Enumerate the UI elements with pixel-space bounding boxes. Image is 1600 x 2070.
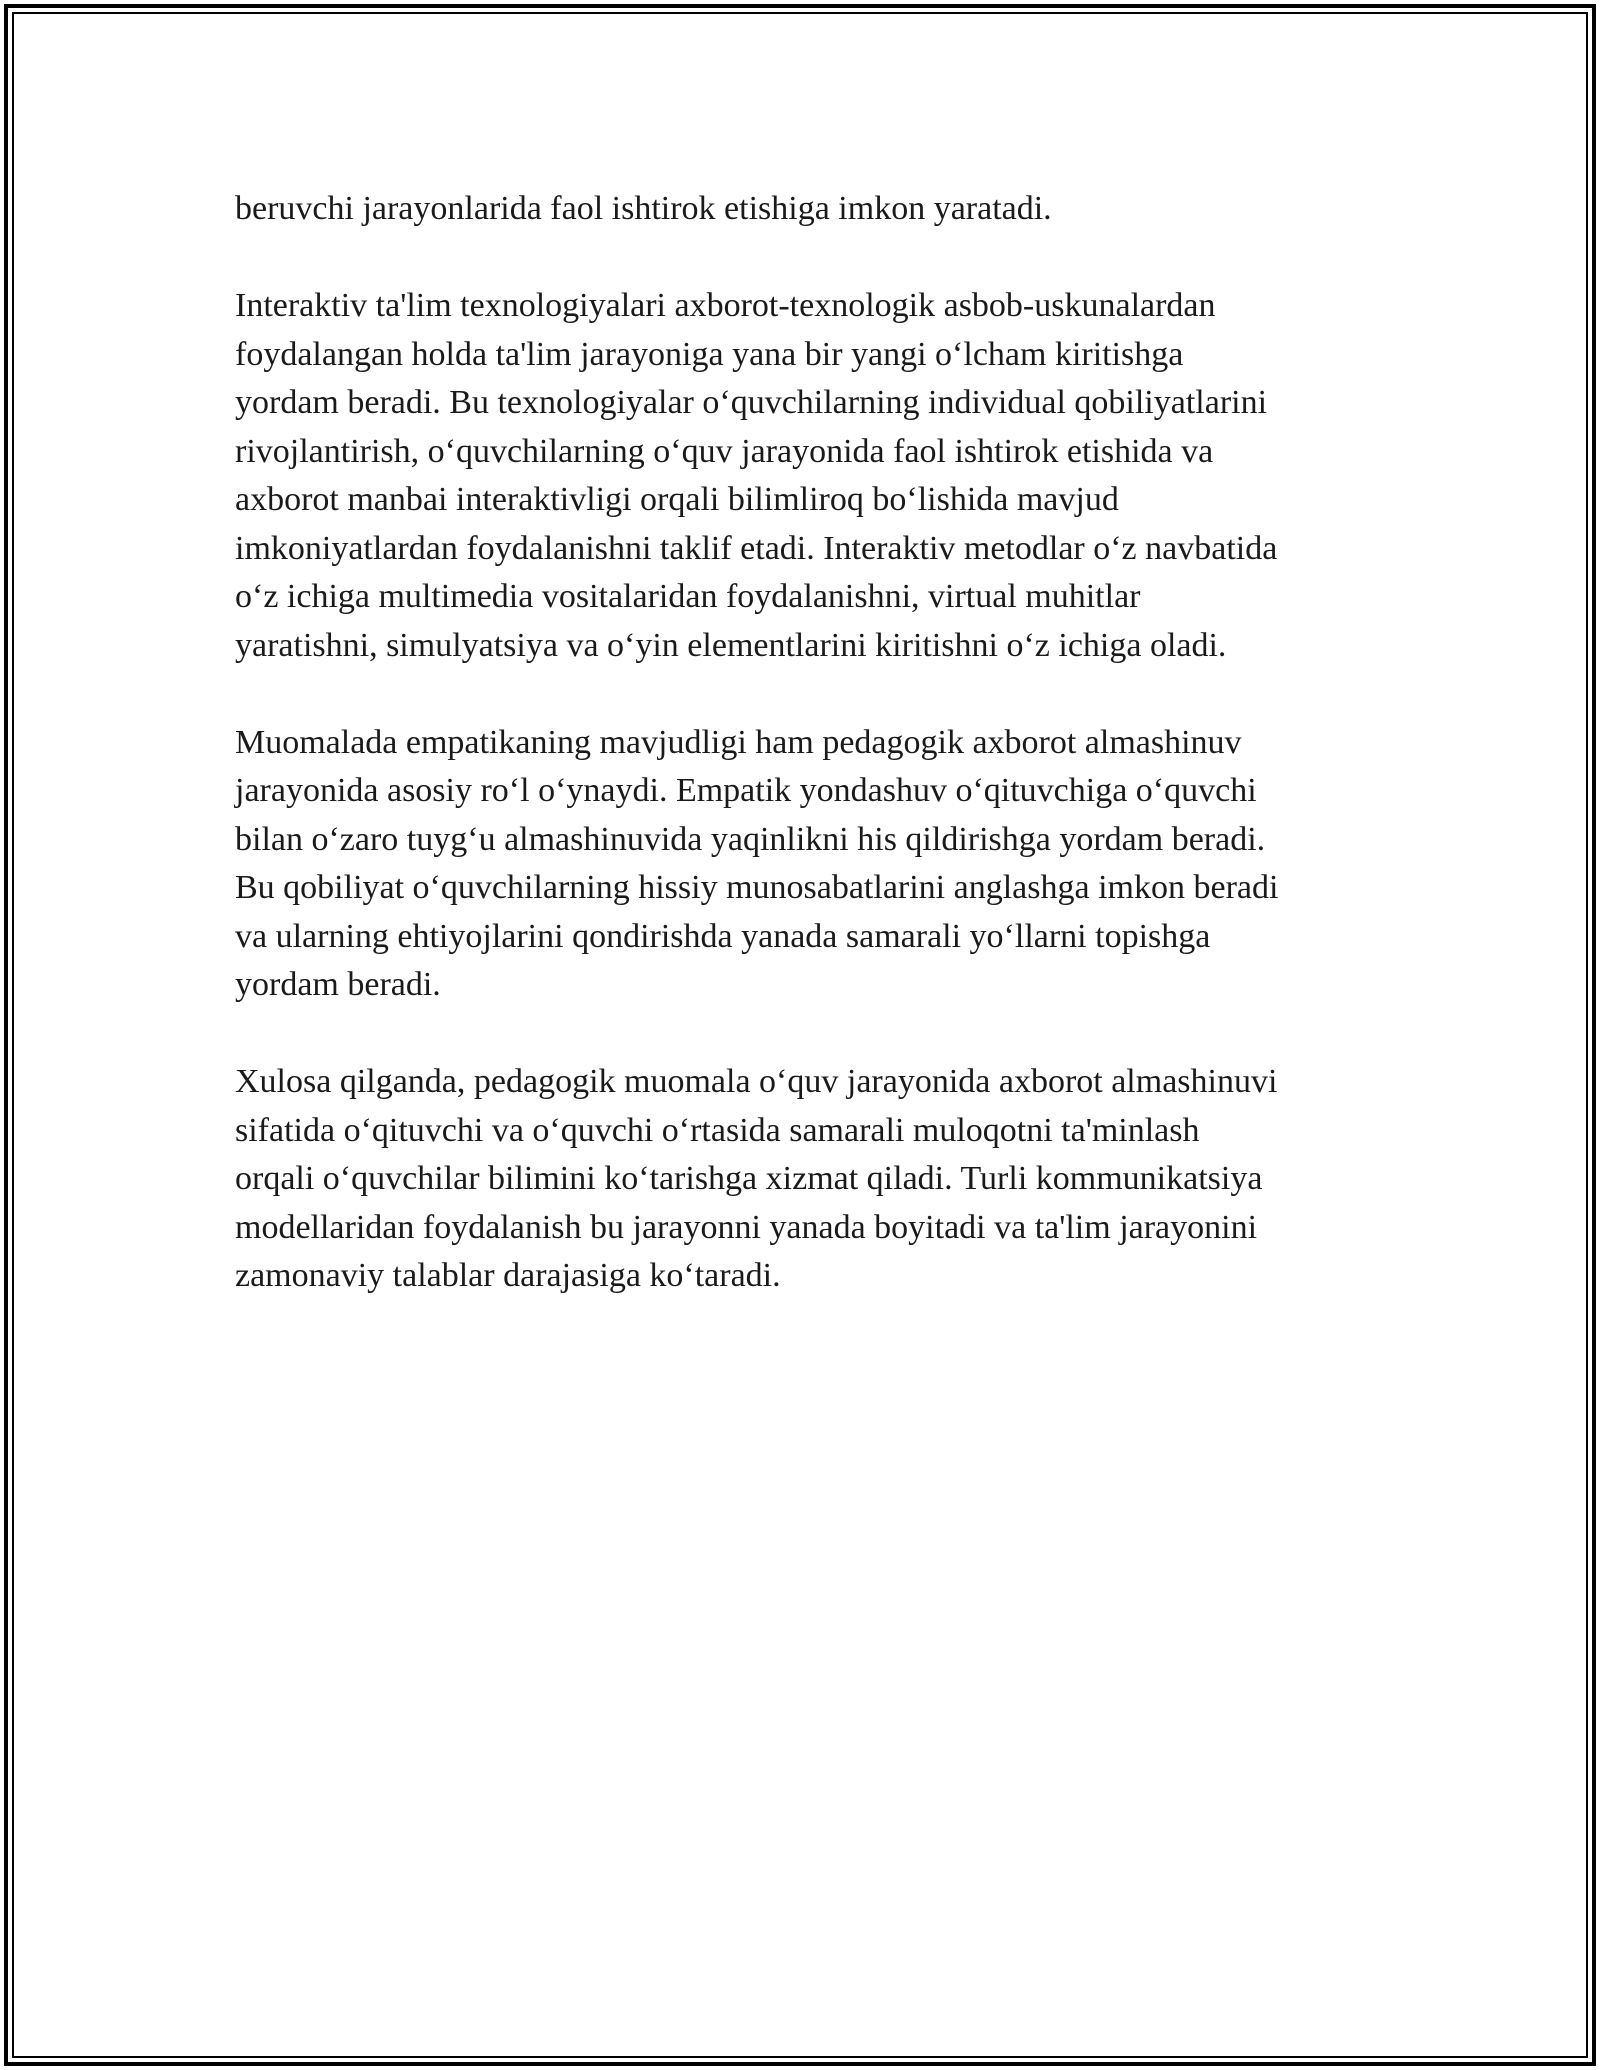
text-line: beruvchi jarayonlarida faol ishtirok etishiga imkon yaratadi. [235, 190, 1052, 227]
text-line: Bu qobiliyat o‘quvchilarning hissiy munosabatlarini anglashga imkon beradi [235, 869, 1279, 906]
text-line: axborot manbai interaktivligi orqali bilimliroq bo‘lishida mavjud [235, 481, 1119, 518]
text-line: modellaridan foydalanish bu jarayonni yanada boyitadi va ta'lim jarayonini [235, 1208, 1258, 1246]
paragraph-4 [235, 1058, 1385, 1301]
text-line: yordam beradi. [235, 966, 441, 1003]
text-line: jarayonida asosiy ro‘l o‘ynaydi. Empatik yondashuv o‘qituvchiga o‘quvchi [235, 772, 1257, 809]
paragraph-1 [235, 185, 1385, 234]
text-line: Interaktiv ta'lim texnologiyalari axborot-texnologik asbob-uskunalardan [235, 287, 1216, 324]
text-line: Muomalada empatikaning mavjudligi ham pedagogik axborot almashinuv [235, 723, 1242, 761]
text-line: rivojlantirish, o‘quvchilarning o‘quv jarayonida faol ishtirok etishida va [235, 432, 1214, 470]
text-line: imkoniyatlardan foydalanishni taklif etadi. Interaktiv metodlar o‘z navbatida [235, 529, 1278, 567]
text-line: sifatida o‘qituvchi va o‘quvchi o‘rtasida samarali muloqotni ta'minlash [235, 1111, 1200, 1149]
text-line: yaratishni, simulyatsiya va o‘yin elementlarini kiritishni o‘z ichiga oladi. [235, 626, 1227, 664]
text-line: o‘z ichiga multimedia vositalaridan foydalanishni, virtual muhitlar [235, 578, 1141, 615]
paragraph-2 [235, 282, 1385, 670]
text-line: va ularning ehtiyojlarini qondirishda yanada samarali yo‘llarni topishga [235, 917, 1211, 955]
paragraph-3 [235, 719, 1385, 1010]
document-body [235, 185, 1385, 1349]
text-line: Xulosa qilganda, pedagogik muomala o‘quv jarayonida axborot almashinuvi [235, 1063, 1278, 1100]
text-line: zamonaviy talablar darajasiga ko‘taradi. [235, 1257, 781, 1294]
text-line: yordam beradi. Bu texnologiyalar o‘quvchilarning individual qobiliyatlarini [235, 384, 1268, 421]
text-line: orqali o‘quvchilar bilimini ko‘tarishga xizmat qiladi. Turli kommunikatsiya [235, 1160, 1263, 1197]
text-line: bilan o‘zaro tuyg‘u almashinuvida yaqinlikni his qildirishga yordam beradi. [235, 820, 1266, 858]
text-line: foydalangan holda ta'lim jarayoniga yana bir yangi o‘lcham kiritishga [235, 335, 1184, 373]
